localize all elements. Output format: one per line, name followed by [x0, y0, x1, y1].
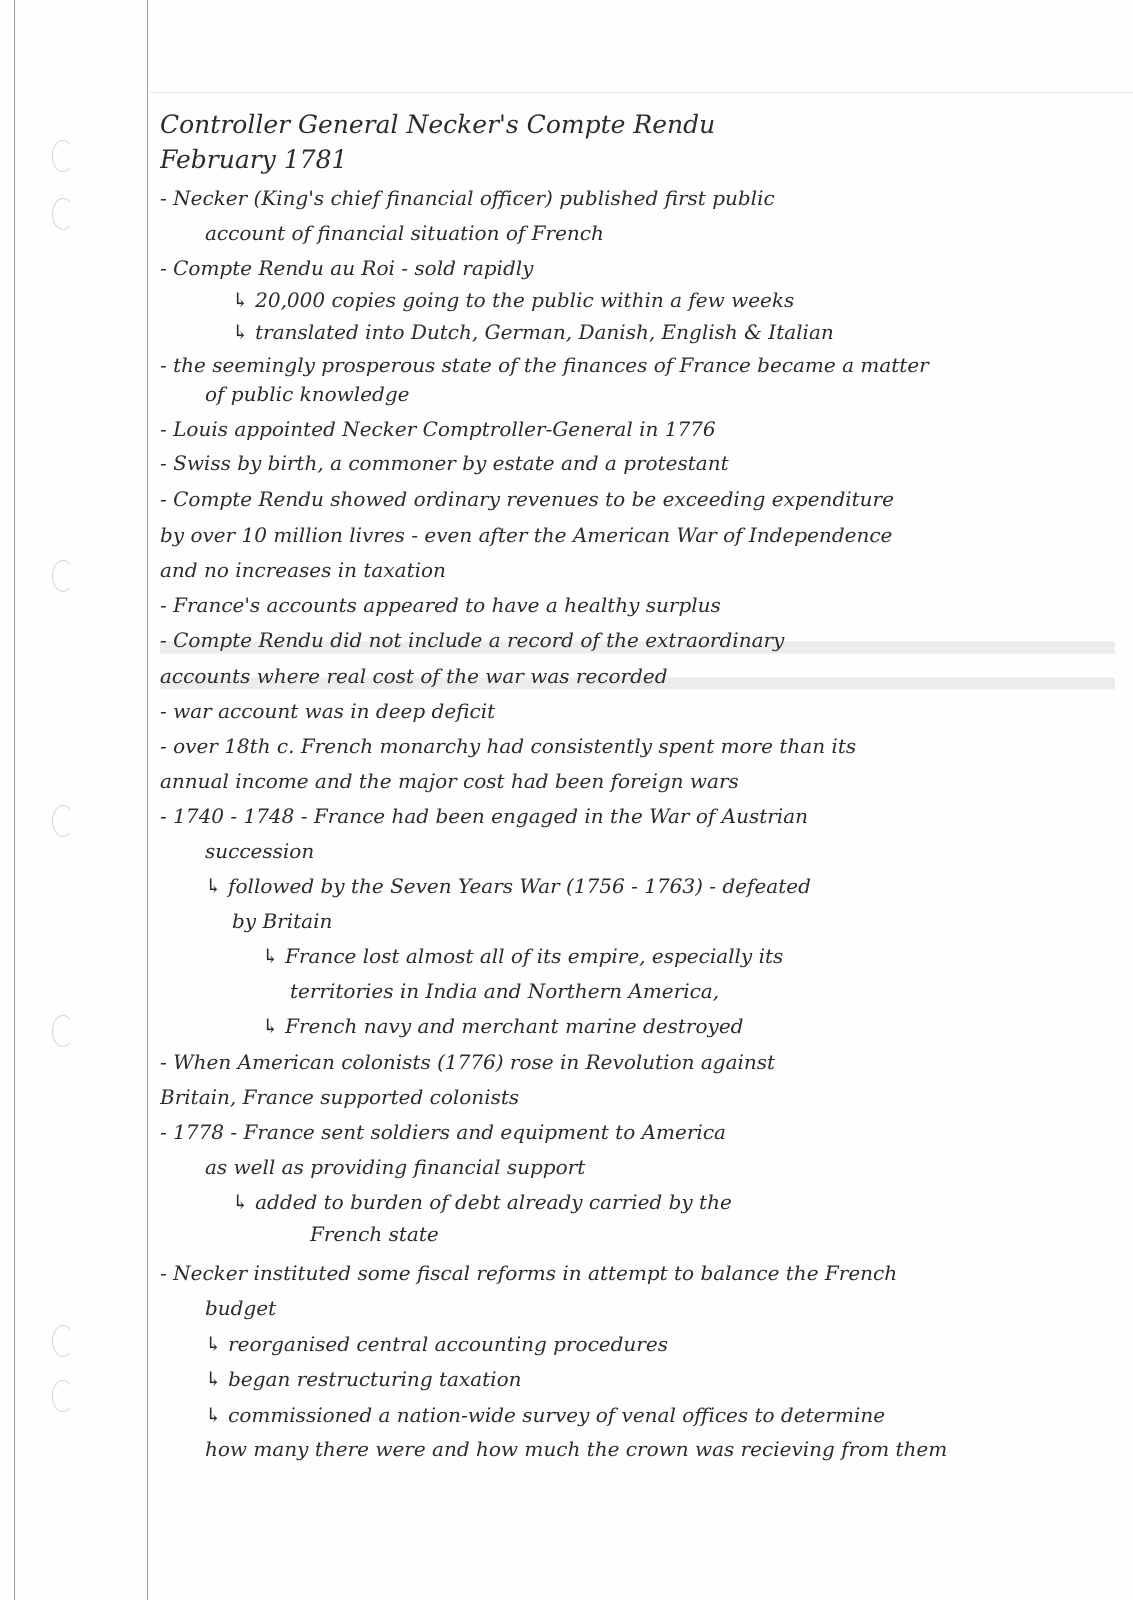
- note-line: account of financial situation of French: [205, 221, 604, 245]
- page-title: Controller General Necker's Compte Rendu: [160, 110, 716, 139]
- note-line: by over 10 million livres - even after the American War of Independence: [160, 523, 893, 547]
- note-line: French state: [310, 1222, 439, 1246]
- note-line: - 1778 - France sent soldiers and equipment to America: [160, 1120, 726, 1144]
- note-line: budget: [205, 1296, 277, 1320]
- note-line: Britain, France supported colonists: [160, 1085, 520, 1109]
- note-line: - Necker (King's chief financial officer) published first public: [160, 186, 775, 210]
- note-line: as well as providing financial support: [205, 1155, 586, 1179]
- note-line: ↳ France lost almost all of its empire, especially its: [262, 944, 784, 968]
- note-line: - Compte Rendu au Roi - sold rapidly: [160, 256, 534, 280]
- note-line: territories in India and Northern America,: [290, 979, 720, 1003]
- note-line: - Compte Rendu showed ordinary revenues to be exceeding expenditure: [160, 487, 894, 511]
- note-line: succession: [205, 839, 315, 863]
- note-line: - over 18th c. French monarchy had consistently spent more than its: [160, 734, 857, 758]
- note-line: ↳ commissioned a nation-wide survey of venal offices to determine: [205, 1403, 886, 1427]
- note-line: - Necker instituted some fiscal reforms in attempt to balance the French: [160, 1261, 898, 1285]
- note-line: - war account was in deep deficit: [160, 699, 496, 723]
- note-line: of public knowledge: [205, 382, 410, 406]
- note-line: - When American colonists (1776) rose in Revolution against: [160, 1050, 776, 1074]
- note-line: ↳ added to burden of debt already carried by the: [232, 1190, 732, 1214]
- note-line: ↳ French navy and merchant marine destroyed: [262, 1014, 744, 1038]
- note-line: - France's accounts appeared to have a healthy surplus: [160, 593, 721, 617]
- note-line: how many there were and how much the crown was recieving from them: [205, 1437, 948, 1461]
- note-line: accounts where real cost of the war was recorded: [160, 659, 1115, 693]
- note-line: - 1740 - 1748 - France had been engaged in the War of Austrian: [160, 804, 809, 828]
- note-line: by Britain: [232, 909, 333, 933]
- note-line: - Compte Rendu did not include a record of the extraordinary: [160, 623, 1115, 657]
- note-line: - the seemingly prosperous state of the finances of France became a matter: [160, 353, 929, 377]
- note-line: ↳ began restructuring taxation: [205, 1367, 522, 1391]
- note-line: ↳ 20,000 copies going to the public within a few weeks: [232, 288, 795, 312]
- note-date: February 1781: [160, 145, 348, 174]
- note-line: - Swiss by birth, a commoner by estate and a protestant: [160, 451, 729, 475]
- note-line: - Louis appointed Necker Comptroller-General in 1776: [160, 417, 716, 441]
- note-line: ↳ reorganised central accounting procedures: [205, 1332, 668, 1356]
- note-line: ↳ followed by the Seven Years War (1756 - 1763) - defeated: [205, 874, 811, 898]
- note-line: annual income and the major cost had been foreign wars: [160, 769, 739, 793]
- note-line: and no increases in taxation: [160, 558, 446, 582]
- note-line: ↳ translated into Dutch, German, Danish, English & Italian: [232, 320, 834, 344]
